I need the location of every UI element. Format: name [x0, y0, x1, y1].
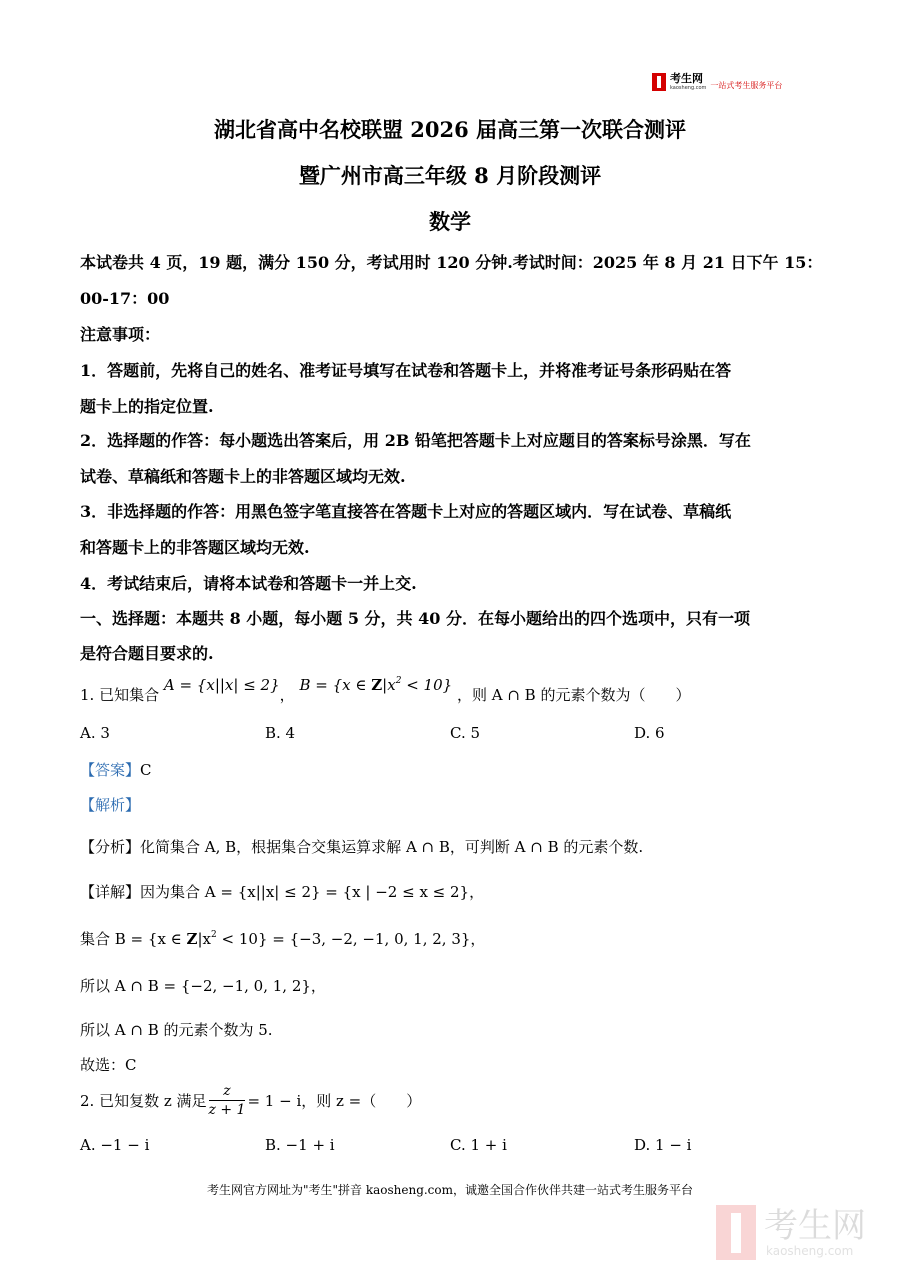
notice-4: 4．考试结束后，请将本试卷和答题卡一并上交.	[80, 574, 417, 593]
q1-separator: ，	[279, 686, 295, 704]
q2-denominator: z + 1	[208, 1102, 246, 1118]
q2-option-a: A. −1 − i	[80, 1136, 150, 1154]
q1-option-a: A. 3	[80, 724, 110, 742]
q2-rhs: = 1 − i，则 z =（ ）	[247, 1092, 422, 1110]
q2-fraction	[209, 1082, 246, 1119]
notice-3a: 3．非选择题的作答：用黑色签字笔直接答在答题卡上对应的答题区域内．写在试卷、草稿纸	[80, 502, 732, 521]
q1-suffix: ，则 A ∩ B 的元素个数为（ ）	[456, 686, 691, 704]
page-footer: 考生网官方网址为"考生"拼音 kaosheng.com，诚邀全国合作伙伴共建一站式考生服务平台	[206, 1183, 694, 1197]
detail-label: 【详解】	[80, 883, 141, 901]
q1-answer	[80, 759, 152, 780]
q1-option-d: D. 6	[634, 724, 665, 742]
q2-option-b: B. −1 + i	[265, 1136, 335, 1154]
q2-numerator: z	[209, 1082, 246, 1101]
exam-title-line2: 暨广州市高三年级 8 月阶段测评	[298, 163, 602, 188]
section-heading-b: 是符合题目要求的.	[80, 644, 214, 663]
detail-text-1: 因为集合 A = {x||x| ≤ 2} = {x | −2 ≤ x ≤ 2}，	[140, 883, 485, 901]
brand-domain: kaosheng.com	[670, 85, 707, 91]
brand-name: 考生网	[670, 72, 703, 85]
notice-heading: 注意事项：	[80, 325, 161, 344]
notice-1b: 题卡上的指定位置.	[80, 397, 214, 416]
fenxi-label: 【分析】	[80, 838, 141, 856]
section-heading-a: 一、选择题：本题共 8 小题，每小题 5 分，共 40 分．在每小题给出的四个选项中，只有一项	[80, 609, 750, 628]
q2-option-c: C. 1 + i	[450, 1136, 507, 1154]
q1-detail-3: 所以 A ∩ B = {−2, −1, 0, 1, 2}，	[80, 977, 326, 995]
brand-slogan: 一站式考生服务平台	[710, 80, 783, 90]
answer-label: 【答案】	[80, 761, 141, 779]
answer-value: C	[140, 761, 152, 779]
q1-fenxi	[80, 836, 643, 857]
brand-logo	[652, 73, 782, 91]
notice-1a: 1．答题前，先将自己的姓名、准考证号填写在试卷和答题卡上，并将准考证号条形码贴在答	[80, 361, 732, 380]
q1-detail-1	[80, 881, 484, 902]
brand-logo-icon	[652, 73, 666, 91]
watermark-logo-icon	[716, 1205, 756, 1260]
exam-subject: 数学	[429, 209, 471, 234]
q1-option-c: C. 5	[450, 724, 481, 742]
watermark-sub: kaosheng.com	[766, 1243, 854, 1258]
watermark-text: 考生网	[764, 1205, 866, 1246]
analysis-label: 【解析】	[80, 796, 141, 814]
q1-detail-4: 所以 A ∩ B 的元素个数为 5.	[80, 1021, 273, 1039]
notice-2a: 2．选择题的作答：每小题选出答案后，用 2B 铅笔把答题卡上对应题目的答案标号涂黑．写在	[80, 431, 751, 450]
question-1	[80, 676, 691, 705]
watermark	[716, 1205, 866, 1260]
question-2	[80, 1082, 421, 1119]
q1-set-b: B = {x ∈ $Z|x^2 < 10$}	[299, 676, 453, 694]
q1-prefix: 1. 已知集合	[80, 686, 160, 704]
exam-info-line2: 00-17：00	[80, 289, 170, 308]
q1-set-a: A = {x||x| ≤ 2}	[163, 676, 280, 694]
notice-3b: 和答题卡上的非答题区域均无效.	[80, 538, 310, 557]
fenxi-text: 化简集合 A, B，根据集合交集运算求解 A ∩ B，可判断 A ∩ B 的元素个数.	[140, 838, 644, 856]
q2-option-d: D. 1 − i	[634, 1136, 692, 1154]
q1-detail-2: 集合 B = {x ∈ $Z|x^2 < 10\} = \{-3$, −2, −1, 0, 1, 2, 3}，	[80, 930, 486, 948]
q1-choose: 故选：C	[80, 1056, 137, 1074]
q1-option-b: B. 4	[265, 724, 296, 742]
notice-2b: 试卷、草稿纸和答题卡上的非答题区域均无效.	[80, 467, 406, 486]
exam-info-line1: 本试卷共 4 页，19 题，满分 150 分，考试用时 120 分钟.考试时间：2025 年 8 月 21 日下午 15：	[80, 253, 823, 272]
q2-prefix: 2. 已知复数 z 满足	[80, 1092, 207, 1110]
exam-title-line1: 湖北省高中名校联盟 2026 届高三第一次联合测评	[213, 117, 687, 142]
